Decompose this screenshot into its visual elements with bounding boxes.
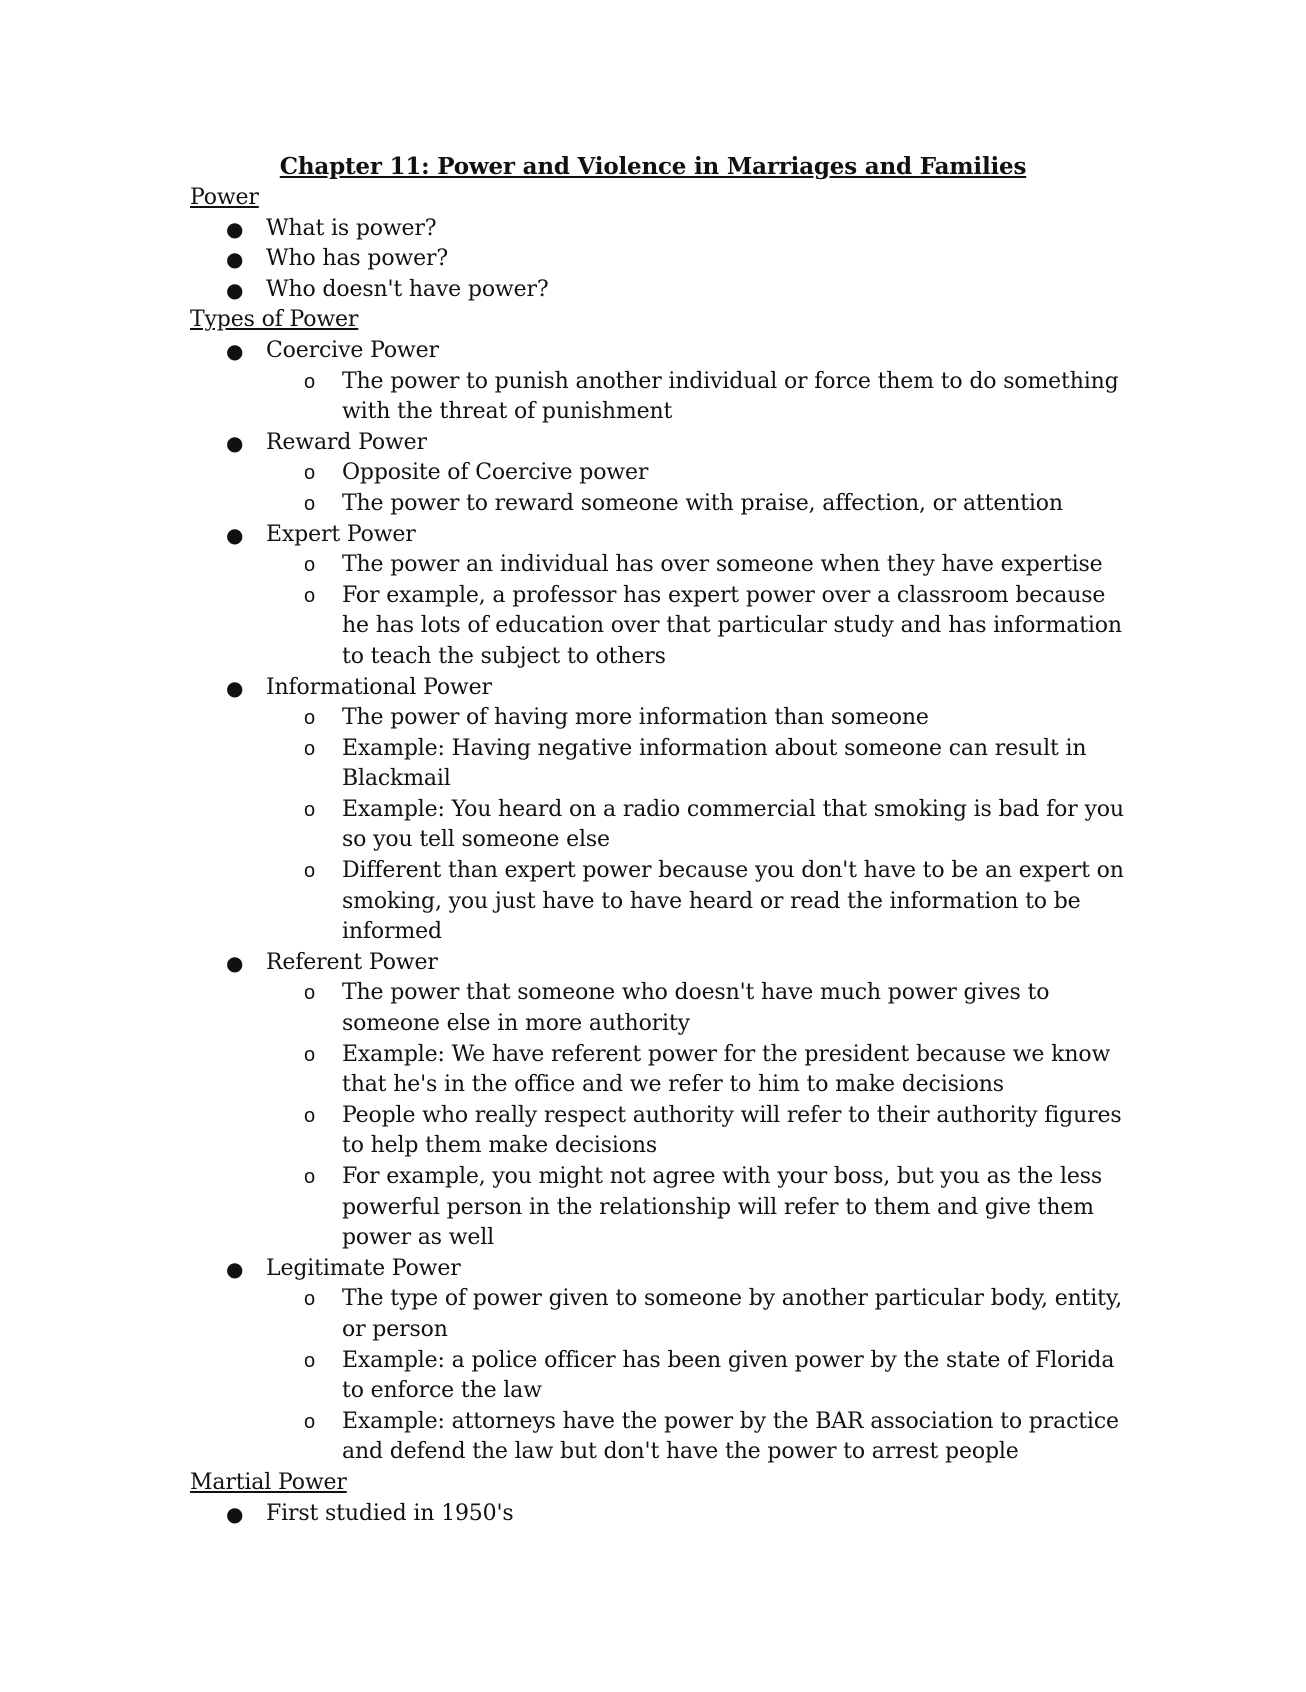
sub-list-item-text: The type of power given to someone by another particular body, entity, or person (342, 1286, 1123, 1342)
page-title: Chapter 11: Power and Violence in Marriages and Families (279, 153, 1027, 180)
circle-bullet-icon: o (304, 1288, 315, 1311)
list-item (190, 275, 1130, 306)
bullet-icon: ● (226, 216, 244, 241)
sub-list-item (266, 978, 1130, 1039)
sub-list (266, 1284, 1130, 1468)
sub-list-item (266, 795, 1130, 856)
sub-list-item-text: Example: a police officer has been given power by the state of Florida to enforce the law (342, 1347, 1115, 1404)
bullet-icon: ● (226, 1256, 244, 1281)
list-item-text: Coercive Power (266, 337, 439, 363)
list-item (190, 1499, 1130, 1530)
sub-list-item-text: The power of having more information than someone (342, 705, 929, 731)
sub-list-item (266, 1162, 1130, 1254)
sub-list-item-text: The power that someone who doesn't have much power gives to someone else in more authority (342, 980, 1050, 1037)
list-item (190, 244, 1130, 275)
list-item-legitimate-power (190, 1254, 1130, 1468)
list-item-text: Informational Power (266, 674, 492, 700)
sub-list-item (266, 1101, 1130, 1162)
circle-bullet-icon: o (304, 982, 315, 1005)
bullet-list (190, 214, 1130, 306)
sub-list (266, 367, 1130, 428)
list-item-informational-power (190, 673, 1130, 948)
sub-list (266, 978, 1130, 1253)
circle-bullet-icon: o (304, 492, 315, 515)
bullet-list (190, 1499, 1130, 1530)
sub-list (266, 458, 1130, 519)
section-types-of-power (190, 305, 1130, 1468)
sub-list-item-text: The power an individual has over someone when they have expertise (342, 552, 1103, 578)
document-body (190, 183, 1130, 1529)
circle-bullet-icon: o (304, 1104, 315, 1127)
list-item-text: What is power? (266, 215, 437, 241)
list-item-coercive-power (190, 336, 1130, 428)
section-heading: Martial Power (190, 1469, 347, 1495)
bullet-icon: ● (226, 1501, 244, 1526)
sub-list-item (266, 458, 1130, 489)
list-item-expert-power (190, 520, 1130, 673)
circle-bullet-icon: o (304, 1410, 315, 1433)
list-item-referent-power (190, 948, 1130, 1254)
list-item-text: First studied in 1950's (266, 1500, 514, 1526)
circle-bullet-icon: o (304, 860, 315, 883)
sub-list-item (266, 550, 1130, 581)
list-item-text: Reward Power (266, 429, 427, 455)
circle-bullet-icon: o (304, 462, 315, 485)
circle-bullet-icon: o (304, 707, 315, 730)
sub-list-item-text: People who really respect authority will refer to their authority figures to help them make decisions (342, 1102, 1122, 1159)
sub-list-item (266, 1040, 1130, 1101)
sub-list-item-text: The power to punish another individual or force them to do something with the threat of punishment (342, 368, 1119, 425)
bullet-icon: ● (226, 247, 244, 272)
sub-list-item-text: Different than expert power because you don't have to be an expert on smoking, you just have to have heard or read the information to be informed (342, 858, 1124, 945)
bullet-icon: ● (226, 430, 244, 455)
sub-list-item (266, 856, 1130, 948)
sub-list-item (266, 1284, 1130, 1345)
bullet-icon: ● (226, 277, 244, 302)
sub-list-item (266, 734, 1130, 795)
list-item-text: Referent Power (266, 949, 438, 975)
sub-list-item-text: Example: attorneys have the power by the BAR association to practice and defend the law but don't have the power to arrest people (342, 1408, 1119, 1465)
circle-bullet-icon: o (304, 554, 315, 577)
list-item-text: Who has power? (266, 246, 448, 272)
sub-list-item (266, 703, 1130, 734)
section-power (190, 183, 1130, 305)
circle-bullet-icon: o (304, 370, 315, 393)
sub-list (266, 550, 1130, 672)
sub-list-item (266, 581, 1130, 673)
sub-list (266, 703, 1130, 948)
sub-list-item-text: Example: You heard on a radio commercial that smoking is bad for you so you tell someone else (342, 796, 1124, 853)
list-item-text: Who doesn't have power? (266, 276, 549, 302)
section-heading: Types of Power (190, 307, 359, 333)
bullet-icon: ● (226, 522, 244, 547)
sub-list-item-text: For example, you might not agree with your boss, but you as the less powerful person in the relationship will refer to them and give them power as well (342, 1164, 1103, 1251)
bullet-icon: ● (226, 950, 244, 975)
sub-list-item-text: The power to reward someone with praise, affection, or attention (342, 490, 1063, 516)
circle-bullet-icon: o (304, 737, 315, 760)
circle-bullet-icon: o (304, 1349, 315, 1372)
section-martial-power (190, 1468, 1130, 1529)
sub-list-item-text: Opposite of Coercive power (342, 460, 649, 486)
bullet-icon: ● (226, 675, 244, 700)
circle-bullet-icon: o (304, 1166, 315, 1188)
sub-list-item (266, 489, 1130, 520)
sub-list-item (266, 1407, 1130, 1468)
circle-bullet-icon: o (304, 798, 315, 821)
circle-bullet-icon: o (304, 1043, 315, 1066)
bullet-icon: ● (226, 338, 244, 363)
sub-list-item-text: Example: We have referent power for the president because we know that he's in the office and we refer to him to make decisions (342, 1041, 1111, 1098)
bullet-list (190, 336, 1130, 1468)
sub-list-item (266, 367, 1130, 428)
list-item-text: Legitimate Power (266, 1255, 461, 1281)
list-item-text: Expert Power (266, 521, 416, 547)
sub-list-item-text: For example, a professor has expert power over a classroom because he has lots of education over that particular study and has information to teach the subject to others (342, 582, 1122, 669)
circle-bullet-icon: o (304, 584, 315, 607)
sub-list-item (266, 1346, 1130, 1407)
list-item (190, 214, 1130, 245)
sub-list-item-text: Example: Having negative information about someone can result in Blackmail (342, 735, 1087, 792)
list-item-reward-power (190, 428, 1130, 520)
section-heading: Power (190, 185, 259, 210)
